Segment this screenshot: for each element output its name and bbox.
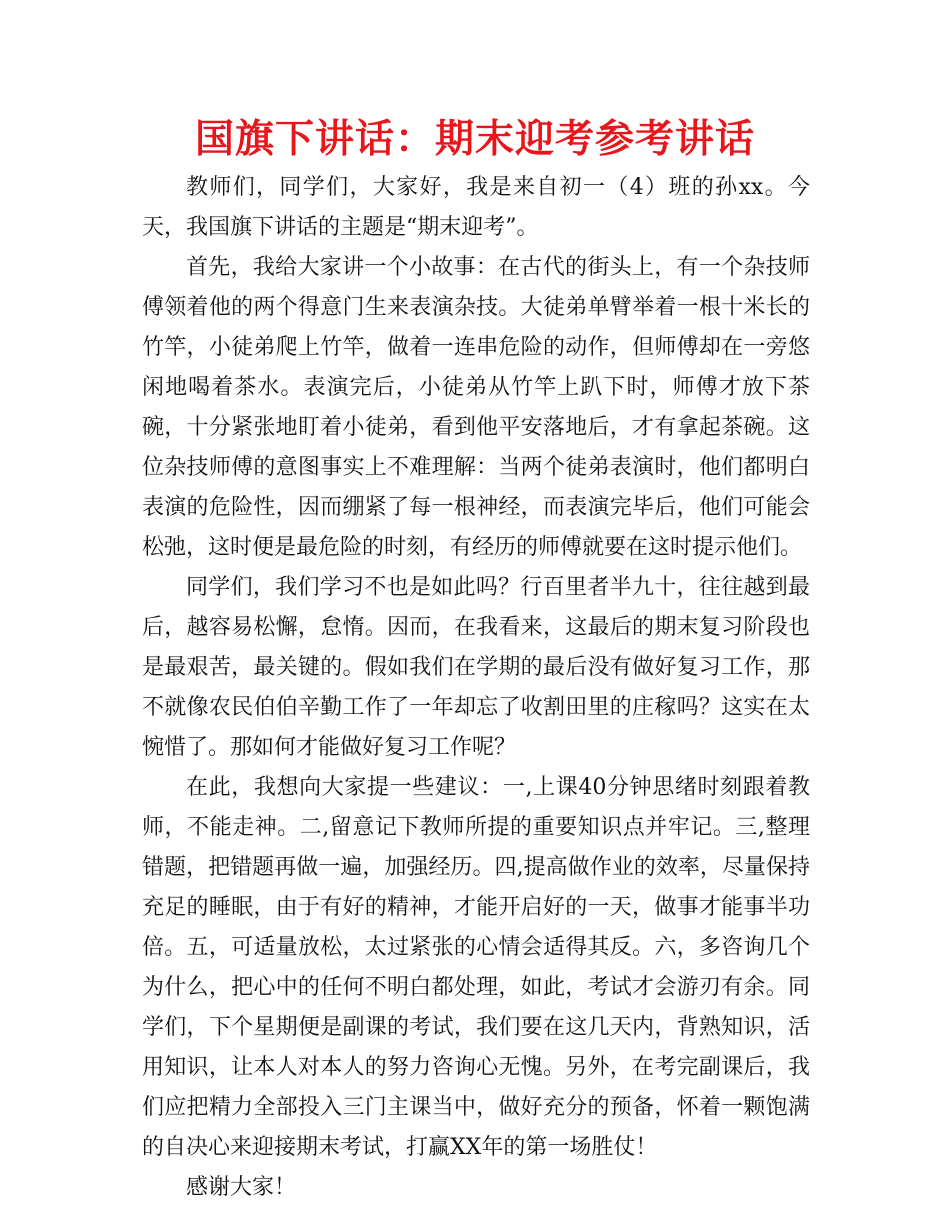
paragraph-reflection: 同学们，我们学习不也是如此吗？行百里者半九十，往往越到最后，越容易松懈，怠惰。因而，在我看来，这最后的期末复习阶段也是最艰苦，最关键的。假如我们在学期的最后没有做好复习工作，那不就像农民伯伯辛勤工作了一年却忘了收割田里的庄稼吗？这实在太惋惜了。那如何才能做好复习工作呢？ xyxy=(142,575,810,760)
paragraph-closing: 感谢大家！ xyxy=(186,1175,297,1200)
speech-body xyxy=(142,168,810,1208)
paragraph-greeting: 教师们，同学们，大家好，我是来自初一（4）班的孙xx。今天，我国旗下讲话的主题是“期末迎考”。 xyxy=(142,175,810,240)
paragraph-story: 首先，我给大家讲一个小故事：在古代的街头上，有一个杂技师傅领着他的两个得意门生来表演杂技。大徒弟单臂举着一根十米长的竹竿，小徒弟爬上竹竿，做着一连串危险的动作，但师傅却在一旁悠闲地喝着茶水。表演完后，小徒弟从竹竿上趴下时，师傅才放下茶碗，十分紧张地盯着小徒弟，看到他平安落地后，才有拿起茶碗。这位杂技师傅的意图事实上不难理解：当两个徒弟表演时，他们都明白表演的危险性，因而绷紧了每一根神经，而表演完毕后，他们可能会松弛，这时便是最危险的时刻，有经历的师傅就要在这时提示他们。 xyxy=(142,255,810,560)
page-title: 国旗下讲话：期末迎考参考讲话 xyxy=(194,117,755,162)
paragraph-suggestions: 在此，我想向大家提一些建议：一,上课40分钟思绪时刻跟着教师，不能走神。二,留意记下教师所提的重要知识点并牢记。三,整理错题，把错题再做一遍，加强经历。四,提高做作业的效率，尽量保持充足的睡眠，由于有好的精神，才能开启好的一天，做事才能事半功倍。五，可适量放松，太过紧张的心情会适得其反。六，多咨询几个为什么，把心中的任何不明白都处理，如此，考试才会游刃有余。同学们，下个星期便是副课的考试，我们要在这几天内，背熟知识，活用知识，让本人对本人的努力咨询心无愧。另外，在考完副课后，我们应把精力全部投入三门主课当中，做好充分的预备，怀着一颗饱满的自决心来迎接期末考试，打赢XX年的第一场胜仗！ xyxy=(142,775,810,1160)
